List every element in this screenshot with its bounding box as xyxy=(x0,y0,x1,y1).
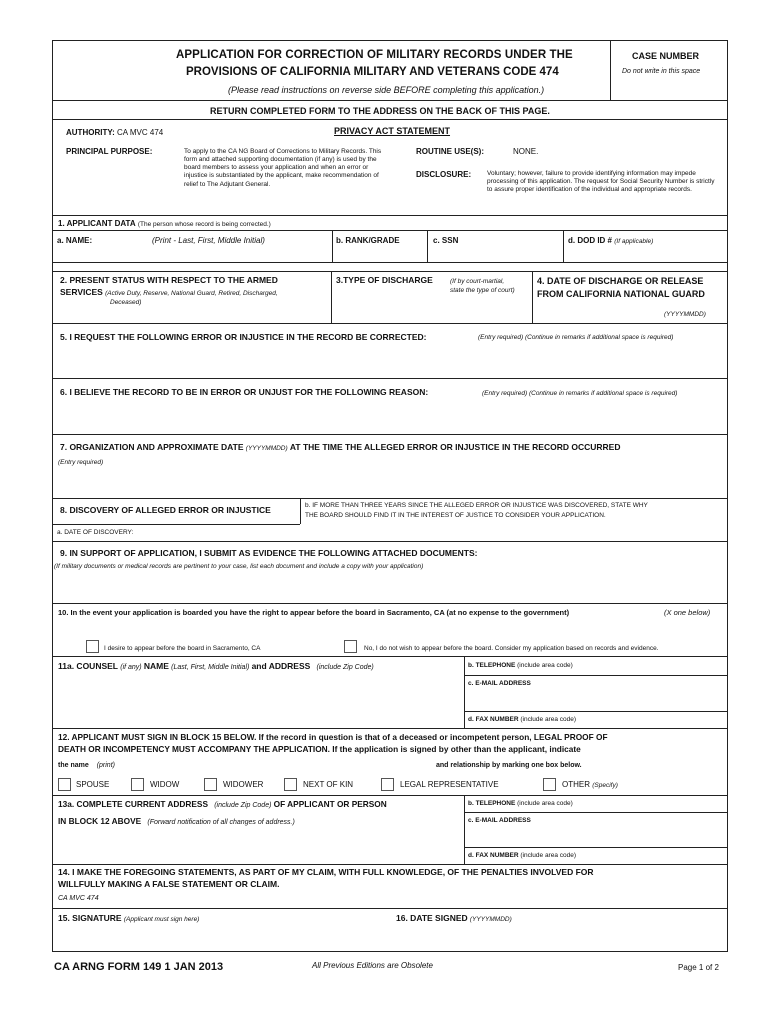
rank-input[interactable] xyxy=(336,246,424,260)
name-label: a. NAME: xyxy=(57,236,93,245)
return-note: RETURN COMPLETED FORM TO THE ADDRESS ON THE BACK OF THIS PAGE. xyxy=(210,106,550,116)
discharge-date-label-1: 4. DATE OF DISCHARGE OR RELEASE xyxy=(537,276,704,286)
type-discharge-label: 3.TYPE OF DISCHARGE xyxy=(336,275,433,285)
ssn-label: c. SSN xyxy=(433,236,459,245)
error-correction-hint: (Entry required) (Continue in remarks if additional space is required) xyxy=(478,334,674,341)
evidence-input[interactable] xyxy=(56,574,724,600)
error-correction-input[interactable] xyxy=(56,346,724,374)
routine-use-label: ROUTINE USE(S): xyxy=(416,147,484,156)
present-status-label-2: SERVICES (Active Duty, Reserve, National Guard, Retired, Discharged, xyxy=(60,287,278,297)
counsel-input[interactable] xyxy=(56,676,460,724)
applicant-telephone-label: b. TELEPHONE (include area code) xyxy=(468,800,573,807)
certification-line2: WILLFULLY MAKING A FALSE STATEMENT OR CLAIM. xyxy=(58,879,280,889)
spouse-label: SPOUSE xyxy=(76,780,110,789)
signature-input[interactable] xyxy=(56,926,386,948)
organization-date-hint: (Entry required) xyxy=(58,459,104,466)
routine-use-value: NONE. xyxy=(513,147,539,156)
sign-notice-line1: 12. APPLICANT MUST SIGN IN BLOCK 15 BELOW. If the record in question is that of a deceased or incompetent person, LEGAL PROOF OF xyxy=(58,732,608,742)
principal-purpose-label: PRINCIPAL PURPOSE: xyxy=(66,147,153,156)
widower-checkbox[interactable] xyxy=(204,778,217,791)
certification-ref: CA MVC 474 xyxy=(58,895,99,902)
appear-option-label: I desire to appear before the board in Sacramento, CA xyxy=(104,645,261,652)
board-appearance-label: 10. In the event your application is boarded you have the right to appear before the board in Sacramento, CA (at no expense to the government) xyxy=(58,608,570,617)
authority-label: AUTHORITY: xyxy=(66,128,115,137)
discharge-date-label-2: FROM CALIFORNIA NATIONAL GUARD xyxy=(537,289,705,299)
type-discharge-hint-2: state the type of court) xyxy=(450,287,515,294)
date-signed-label: 16. DATE SIGNED (YYYYMMDD) xyxy=(396,913,512,923)
certification-line1: 14. I MAKE THE FOREGOING STATEMENTS, AS PART OF MY CLAIM, WITH FULL KNOWLEDGE, OF THE PENALTIES INVOLVED FOR xyxy=(58,867,594,877)
disclosure-text: Voluntary; however, failure to provide identifying information may impede processing of this application. The request for Social Security Number is strictly to assure proper identification of the individual and appropriate records. xyxy=(487,170,715,194)
form-title-line1: APPLICATION FOR CORRECTION OF MILITARY RECORDS UNDER THE xyxy=(176,49,573,61)
legal-representative-label: LEGAL REPRESENTATIVE xyxy=(400,780,499,789)
page-number: Page 1 of 2 xyxy=(678,963,719,972)
error-reason-label: 6. I BELIEVE THE RECORD TO BE IN ERROR OR UNJUST FOR THE FOLLOWING REASON: xyxy=(60,387,429,397)
instructions-note: (Please read instructions on reverse side BEFORE completing this application.) xyxy=(228,85,545,95)
form-identifier: CA ARNG FORM 149 1 JAN 2013 xyxy=(54,961,224,973)
legal-representative-checkbox[interactable] xyxy=(381,778,394,791)
authority-value: CA MVC 474 xyxy=(116,128,164,137)
counsel-telephone-label: b. TELEPHONE (include area code) xyxy=(468,662,573,669)
widow-checkbox[interactable] xyxy=(131,778,144,791)
rank-grade-label: b. RANK/GRADE xyxy=(336,236,400,245)
present-status-label-1: 2. PRESENT STATUS WITH RESPECT TO THE ARMED xyxy=(60,275,278,285)
not-appear-option-label: No, I do not wish to appear before the board. Consider my application based on records and evidence. xyxy=(364,645,659,652)
next-of-kin-label: NEXT OF KIN xyxy=(303,780,354,789)
discharge-date-format: (YYYYMMDD) xyxy=(664,311,706,318)
obsolete-note: All Previous Editions are Obsolete xyxy=(312,961,433,970)
current-address-line2: IN BLOCK 12 ABOVE (Forward notification of all changes of address.) xyxy=(58,816,295,826)
disclosure-label: DISCLOSURE: xyxy=(416,170,472,179)
case-number-note: Do not write in this space xyxy=(622,68,701,75)
widower-label: WIDOWER xyxy=(223,780,264,789)
appear-checkbox[interactable] xyxy=(86,640,99,653)
authority-row xyxy=(66,128,163,137)
next-of-kin-checkbox[interactable] xyxy=(284,778,297,791)
sign-notice-line3: the name (print) xyxy=(58,762,115,769)
date-signed-input[interactable] xyxy=(396,926,724,948)
applicant-email-label: c. E-MAIL ADDRESS xyxy=(468,817,531,824)
counsel-label: 11a. COUNSEL (if any) NAME (Last, First, Middle Initial) and ADDRESS (include Zip Code) xyxy=(58,661,374,671)
error-reason-hint: (Entry required) (Continue in remarks if additional space is required) xyxy=(482,390,678,397)
error-reason-input[interactable] xyxy=(56,402,724,430)
other-checkbox[interactable] xyxy=(543,778,556,791)
sign-notice-line2: DEATH OR INCOMPETENCY MUST ACCOMPANY THE APPLICATION. If the application is signed by other than the applicant, indicate xyxy=(58,744,581,754)
current-address-input[interactable] xyxy=(56,830,460,862)
name-input[interactable] xyxy=(56,246,328,260)
signer-name-input[interactable] xyxy=(130,760,430,772)
discovery-b-line2: THE BOARD SHOULD FIND IT IN THE INTEREST OF JUSTICE TO CONSIDER YOUR APPLICATION. xyxy=(305,512,606,519)
dod-id-label: d. DOD ID # (If applicable) xyxy=(568,236,654,245)
principal-purpose-text: To apply to the CA NG Board of Corrections to Military Records. This form and attached supporting documentation (if any) is used by the board members to assess your application and when an error or injustice is substantiated by the applicant, make recommendation of relief to The Adjutant General. xyxy=(184,148,382,188)
applicant-data-heading: 1. APPLICANT DATA (The person whose record is being corrected.) xyxy=(58,219,271,228)
discovery-b-line1: b. IF MORE THAN THREE YEARS SINCE THE ALLEGED ERROR OR INJUSTICE WAS DISCOVERED, STATE WHY xyxy=(305,502,648,509)
name-hint: (Print - Last, First, Middle Initial) xyxy=(152,236,265,245)
applicant-fax-label: d. FAX NUMBER (include area code) xyxy=(468,852,577,859)
other-label: OTHER (Specify) xyxy=(562,780,618,789)
organization-date-input[interactable] xyxy=(56,470,724,496)
evidence-hint: (If military documents or medical records are pertinent to your case, list each document and include a copy with your application) xyxy=(54,563,424,570)
widow-label: WIDOW xyxy=(150,780,180,789)
evidence-label: 9. IN SUPPORT OF APPLICATION, I SUBMIT AS EVIDENCE THE FOLLOWING ATTACHED DOCUMENTS: xyxy=(60,548,478,558)
discovery-label: 8. DISCOVERY OF ALLEGED ERROR OR INJUSTICE xyxy=(60,505,271,515)
discovery-date-label: a. DATE OF DISCOVERY: xyxy=(57,529,134,536)
ssn-input[interactable] xyxy=(431,246,559,260)
counsel-email-label: c. E-MAIL ADDRESS xyxy=(468,680,531,687)
not-appear-checkbox[interactable] xyxy=(344,640,357,653)
spouse-checkbox[interactable] xyxy=(58,778,71,791)
privacy-act-heading: PRIVACY ACT STATEMENT xyxy=(334,126,451,136)
sign-notice-relationship: and relationship by marking one box below. xyxy=(436,762,582,769)
case-number-label: CASE NUMBER xyxy=(632,51,700,61)
dod-id-input[interactable] xyxy=(567,246,723,260)
current-address-label: 13a. COMPLETE CURRENT ADDRESS (include Zip Code) OF APPLICANT OR PERSON xyxy=(58,799,387,809)
form-title-line2: PROVISIONS OF CALIFORNIA MILITARY AND VETERANS CODE 474 xyxy=(186,66,559,78)
counsel-fax-label: d. FAX NUMBER (include area code) xyxy=(468,716,577,723)
board-appearance-x-one: (X one below) xyxy=(664,608,711,617)
present-status-hint-2: Deceased) xyxy=(110,299,142,306)
organization-date-label: 7. ORGANIZATION AND APPROXIMATE DATE (YYYYMMDD) AT THE TIME THE ALLEGED ERROR OR INJUSTICE IN THE RECORD OCCURRED xyxy=(60,442,621,452)
signature-label: 15. SIGNATURE (Applicant must sign here) xyxy=(58,913,200,923)
type-discharge-hint-1: (If by court-martial, xyxy=(450,278,505,285)
error-correction-label: 5. I REQUEST THE FOLLOWING ERROR OR INJUSTICE IN THE RECORD BE CORRECTED: xyxy=(60,332,427,342)
